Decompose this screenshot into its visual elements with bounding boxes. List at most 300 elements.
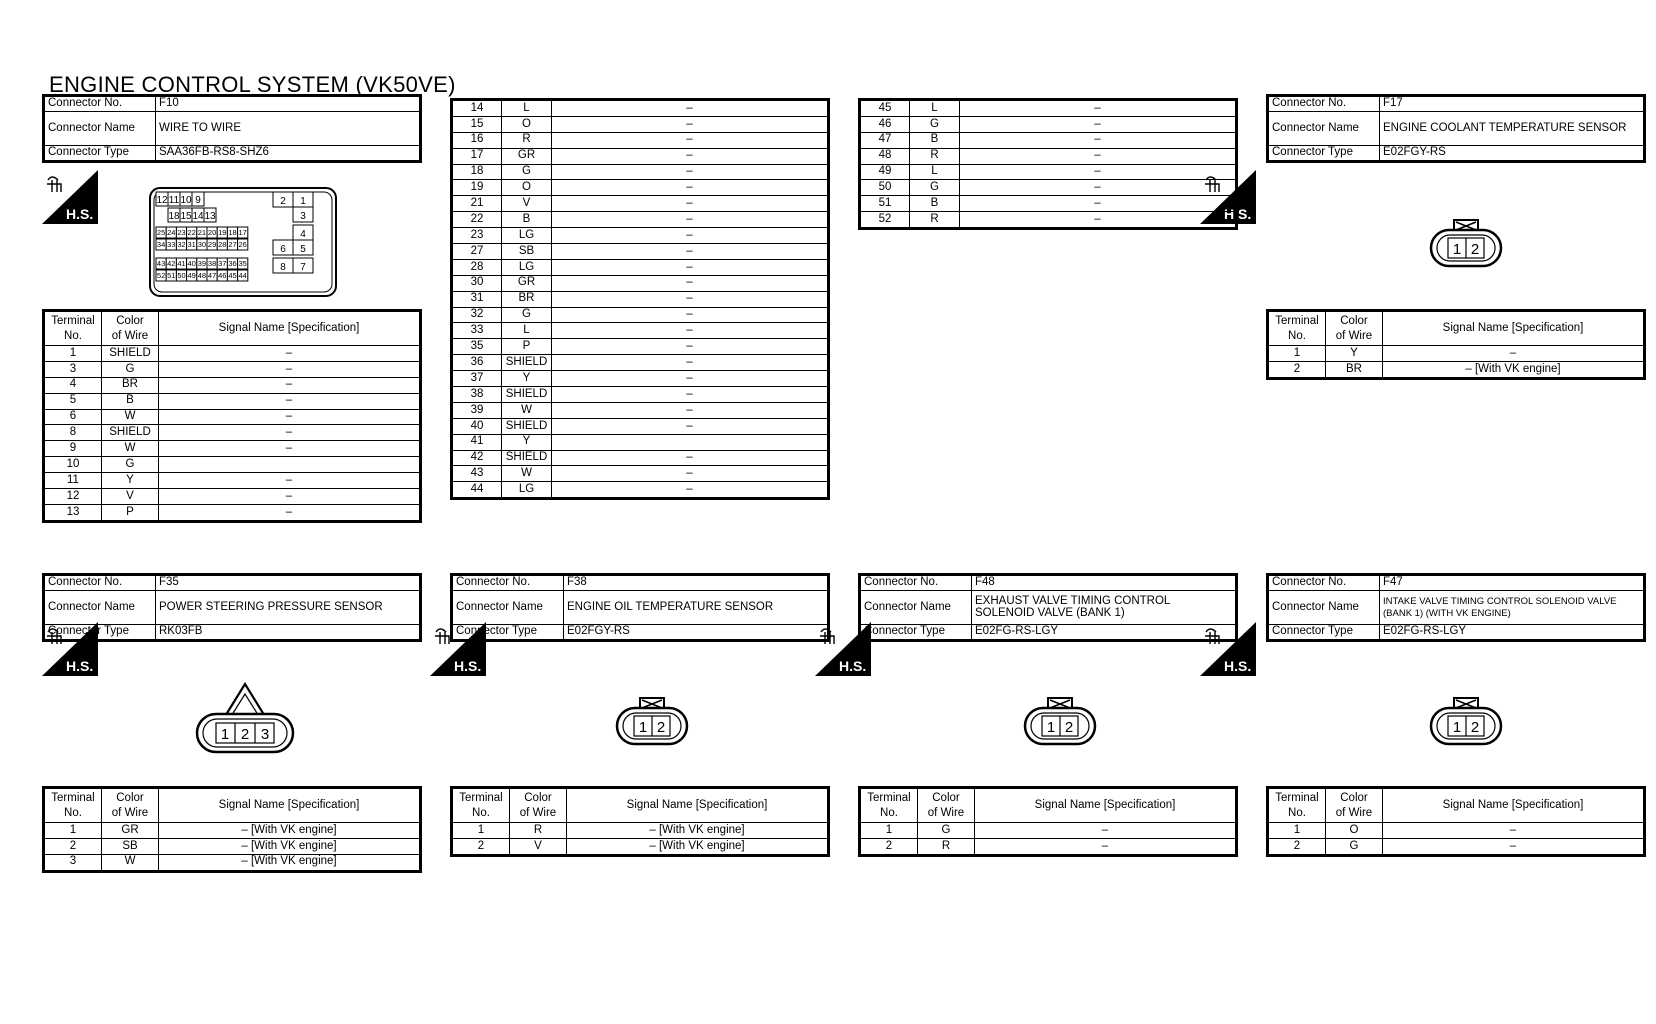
cavity-number: 37: [218, 259, 227, 268]
terminal-row: [44, 457, 421, 473]
wire-color: G: [910, 116, 960, 132]
wire-color: R: [502, 132, 552, 148]
cavity-number: 27: [228, 240, 237, 249]
signal-name: –: [159, 441, 421, 457]
harness-side-icon: [42, 170, 98, 224]
connector-no-value: F47: [1380, 575, 1645, 591]
terminal-row: [452, 371, 829, 387]
wire-color: Y: [502, 434, 552, 450]
terminal-row: [452, 116, 829, 132]
terminal-number: 38: [452, 387, 502, 403]
connector-f10-terminal-table-b: [450, 98, 830, 500]
wire-color: P: [102, 504, 159, 521]
wire-color-header: Color of Wire: [1326, 788, 1383, 823]
wire-color: O: [502, 116, 552, 132]
cavity-number: 6: [280, 244, 286, 255]
signal-name: –: [552, 307, 829, 323]
connector-type-value: RK03FB: [156, 625, 421, 641]
signal-name-header: Signal Name [Specification]: [1383, 788, 1645, 823]
terminal-number: 15: [452, 116, 502, 132]
connector-f10-face-diagram: [148, 186, 338, 298]
terminal-row: [860, 823, 1237, 839]
connector-f48-header: [858, 573, 1238, 642]
terminal-no-header: Terminal No.: [860, 788, 918, 823]
signal-name: –: [960, 196, 1237, 212]
signal-name: –: [159, 489, 421, 505]
terminal-row: [452, 434, 829, 450]
terminal-row: [860, 212, 1237, 229]
connector-name-label: Connector Name: [1268, 112, 1380, 146]
connector-name-label: Connector Name: [44, 591, 156, 625]
terminal-number: 6: [44, 409, 102, 425]
terminal-number: 21: [452, 196, 502, 212]
cavity-number: 42: [167, 259, 176, 268]
signal-name: [159, 457, 421, 473]
pin-2: 2: [1470, 719, 1480, 736]
terminal-row: [452, 482, 829, 499]
connector-f35-face-diagram: [194, 680, 296, 758]
terminal-row: [452, 228, 829, 244]
hs-label: H.S.: [66, 206, 94, 222]
signal-name: –: [960, 164, 1237, 180]
connector-type-label: Connector Type: [452, 625, 564, 641]
signal-name: –: [552, 323, 829, 339]
signal-name: –: [552, 355, 829, 371]
terminal-row: [452, 132, 829, 148]
wire-color: L: [910, 164, 960, 180]
pin-1: 1: [638, 719, 648, 736]
terminal-row: [452, 466, 829, 482]
connector-no-label: Connector No.: [452, 575, 564, 591]
signal-name: –: [552, 275, 829, 291]
terminal-number: 50: [860, 180, 910, 196]
connector-f10-header: [42, 94, 422, 163]
cavity-number: 44: [238, 271, 247, 280]
signal-name: –: [960, 132, 1237, 148]
signal-name: –: [1383, 346, 1645, 362]
terminal-number: 28: [452, 259, 502, 275]
connector-f48-terminal-table: [858, 786, 1238, 857]
connector-name-label: Connector Name: [452, 591, 564, 625]
wire-color: G: [1326, 838, 1383, 855]
terminal-number: 9: [44, 441, 102, 457]
wire-color-header: Color of Wire: [102, 788, 159, 823]
terminal-number: 1: [452, 823, 510, 839]
terminal-row: [44, 489, 421, 505]
cavity-number: 12: [156, 195, 168, 206]
terminal-number: 2: [1268, 361, 1326, 378]
wire-color: V: [502, 196, 552, 212]
connector-name-value: ENGINE OIL TEMPERATURE SENSOR: [564, 591, 829, 625]
terminal-number: 2: [1268, 838, 1326, 855]
signal-name-header: Signal Name [Specification]: [159, 788, 421, 823]
wire-color: G: [502, 164, 552, 180]
wire-color: GR: [502, 148, 552, 164]
connector-name-value: EXHAUST VALVE TIMING CONTROL SOLENOID VALVE (BANK 1): [972, 591, 1237, 625]
terminal-number: 42: [452, 450, 502, 466]
signal-name: – [With VK engine]: [567, 823, 829, 839]
terminal-number: 10: [44, 457, 102, 473]
wire-color: R: [918, 838, 975, 855]
connector-type-label: Connector Type: [44, 146, 156, 162]
cavity-number: 17: [238, 228, 247, 237]
terminal-number: 22: [452, 212, 502, 228]
signal-name: [552, 434, 829, 450]
connector-no-value: F17: [1380, 96, 1645, 112]
terminal-row: [452, 418, 829, 434]
connector-f17-terminal-table: [1266, 309, 1646, 380]
signal-name: –: [960, 148, 1237, 164]
terminal-number: 19: [452, 180, 502, 196]
connector-type-label: Connector Type: [1268, 625, 1380, 641]
terminal-no-header: Terminal No.: [1268, 788, 1326, 823]
connector-name-value: WIRE TO WIRE: [156, 112, 421, 146]
cavity-number: 30: [197, 240, 207, 249]
signal-name-header: Signal Name [Specification]: [159, 311, 421, 346]
wire-color: R: [910, 148, 960, 164]
terminal-number: 18: [452, 164, 502, 180]
signal-name: –: [159, 425, 421, 441]
cavity-number: 50: [177, 271, 186, 280]
wire-color: SHIELD: [502, 355, 552, 371]
connector-no-label: Connector No.: [860, 575, 972, 591]
terminal-row: [44, 425, 421, 441]
wire-color: Y: [502, 371, 552, 387]
cavity-number: 26: [238, 240, 247, 249]
signal-name: –: [552, 180, 829, 196]
terminal-number: 49: [860, 164, 910, 180]
signal-name: –: [1383, 823, 1645, 839]
signal-name: –: [159, 409, 421, 425]
connector-type-label: Connector Type: [860, 625, 972, 641]
wire-color: GR: [502, 275, 552, 291]
connector-name-label: Connector Name: [860, 591, 972, 625]
terminal-row: [452, 196, 829, 212]
wire-color: LG: [502, 228, 552, 244]
connector-name-value: POWER STEERING PRESSURE SENSOR: [156, 591, 421, 625]
pin-1: 1: [1452, 719, 1462, 736]
page-title: ENGINE CONTROL SYSTEM (VK50VE): [49, 72, 456, 97]
connector-no-label: Connector No.: [1268, 96, 1380, 112]
terminal-number: 1: [44, 346, 102, 362]
signal-name: –: [552, 339, 829, 355]
connector-type-value: E02FGY-RS: [1380, 146, 1645, 162]
cavity-number: 51: [167, 271, 176, 280]
cavity-number: 29: [207, 240, 217, 249]
cavity-number: 36: [228, 259, 237, 268]
wire-color: R: [910, 212, 960, 229]
wire-color: L: [910, 100, 960, 117]
signal-name: –: [552, 164, 829, 180]
connector-no-label: Connector No.: [44, 575, 156, 591]
connector-no-label: Connector No.: [1268, 575, 1380, 591]
terminal-number: 41: [452, 434, 502, 450]
wire-color: BR: [502, 291, 552, 307]
wire-color: W: [102, 854, 159, 871]
terminal-no-header: Terminal No.: [44, 311, 102, 346]
terminal-row: [452, 387, 829, 403]
pin-2: 2: [1470, 241, 1480, 258]
signal-name: –: [552, 371, 829, 387]
terminal-number: 45: [860, 100, 910, 117]
connector-no-value: F38: [564, 575, 829, 591]
cavity-number: 11: [168, 195, 180, 206]
connector-no-value: F48: [972, 575, 1237, 591]
terminal-number: 40: [452, 418, 502, 434]
signal-name: –: [552, 482, 829, 499]
terminal-number: 36: [452, 355, 502, 371]
cavity-number: 45: [228, 271, 237, 280]
wire-color: BR: [1326, 361, 1383, 378]
signal-name: –: [552, 450, 829, 466]
signal-name-header: Signal Name [Specification]: [1383, 311, 1645, 346]
terminal-row: [44, 504, 421, 521]
signal-name: – [With VK engine]: [159, 838, 421, 854]
connector-f10-terminal-table-a: [42, 309, 422, 523]
terminal-row: [860, 838, 1237, 855]
terminal-number: 14: [452, 100, 502, 117]
wire-color: W: [102, 441, 159, 457]
terminal-number: 52: [860, 212, 910, 229]
terminal-number: 12: [44, 489, 102, 505]
wire-color-header: Color of Wire: [510, 788, 567, 823]
wire-color: V: [102, 489, 159, 505]
pin-2: 2: [656, 719, 666, 736]
wire-color: B: [910, 196, 960, 212]
signal-name: –: [552, 100, 829, 117]
terminal-number: 47: [860, 132, 910, 148]
signal-name-header: Signal Name [Specification]: [567, 788, 829, 823]
hs-label: H.S.: [454, 658, 482, 674]
wire-color: O: [502, 180, 552, 196]
connector-f10-terminal-table-c: [858, 98, 1238, 230]
terminal-number: 23: [452, 228, 502, 244]
terminal-row: [452, 355, 829, 371]
wire-color: SHIELD: [502, 418, 552, 434]
terminal-row: [44, 346, 421, 362]
wire-color: SB: [502, 244, 552, 260]
terminal-number: 33: [452, 323, 502, 339]
terminal-number: 27: [452, 244, 502, 260]
cavity-number: 32: [177, 240, 186, 249]
wire-color: LG: [502, 482, 552, 499]
terminal-number: 51: [860, 196, 910, 212]
terminal-row: [452, 180, 829, 196]
terminal-number: 1: [860, 823, 918, 839]
terminal-number: 11: [44, 473, 102, 489]
wire-color: SHIELD: [102, 425, 159, 441]
wire-color: SB: [102, 838, 159, 854]
signal-name: –: [159, 346, 421, 362]
cavity-number: 33: [167, 240, 176, 249]
signal-name: –: [552, 132, 829, 148]
terminal-row: [1268, 823, 1645, 839]
terminal-no-header: Terminal No.: [1268, 311, 1326, 346]
wire-color: V: [510, 838, 567, 855]
connector-f48-face-diagram: [1022, 696, 1098, 748]
signal-name: –: [552, 196, 829, 212]
cavity-number: 18: [168, 211, 180, 222]
terminal-row: [44, 377, 421, 393]
wire-color: BR: [102, 377, 159, 393]
signal-name: –: [552, 244, 829, 260]
connector-no-value: F10: [156, 96, 421, 112]
cavity-number: 18: [228, 228, 237, 237]
wire-color: G: [502, 307, 552, 323]
hs-label: H.S.: [66, 658, 94, 674]
pin-3: 3: [260, 726, 270, 743]
terminal-number: 8: [44, 425, 102, 441]
terminal-row: [452, 339, 829, 355]
terminal-row: [452, 212, 829, 228]
terminal-row: [452, 450, 829, 466]
cavity-number: 20: [207, 228, 217, 237]
connector-f17-face-diagram: [1428, 218, 1504, 270]
terminal-no-header: Terminal No.: [44, 788, 102, 823]
signal-name: –: [159, 504, 421, 521]
connector-f47-terminal-table: [1266, 786, 1646, 857]
wire-color: B: [502, 212, 552, 228]
terminal-row: [44, 473, 421, 489]
pin-2: 2: [240, 726, 250, 743]
terminal-row: [452, 307, 829, 323]
cavity-number: 3: [300, 211, 306, 222]
signal-name: –: [552, 259, 829, 275]
cavity-number: 34: [156, 240, 166, 249]
connector-type-value: SAA36FB-RS8-SHZ6: [156, 146, 421, 162]
signal-name: –: [552, 402, 829, 418]
terminal-row: [1268, 361, 1645, 378]
wire-color: G: [102, 457, 159, 473]
cavity-number: 4: [300, 229, 306, 240]
terminal-row: [44, 409, 421, 425]
signal-name: –: [552, 418, 829, 434]
signal-name: –: [552, 466, 829, 482]
signal-name: – [With VK engine]: [159, 854, 421, 871]
cavity-number: 13: [204, 211, 216, 222]
terminal-number: 5: [44, 393, 102, 409]
terminal-row: [452, 402, 829, 418]
signal-name: – [With VK engine]: [567, 838, 829, 855]
wire-color: B: [910, 132, 960, 148]
terminal-row: [1268, 346, 1645, 362]
pin-1: 1: [1046, 719, 1056, 736]
connector-f47-header: [1266, 573, 1646, 642]
connector-f35-terminal-table: [42, 786, 422, 873]
wire-color: G: [918, 823, 975, 839]
signal-name: –: [1383, 838, 1645, 855]
cavity-number: 35: [238, 259, 247, 268]
terminal-row: [44, 361, 421, 377]
terminal-number: 1: [1268, 346, 1326, 362]
signal-name: –: [975, 838, 1237, 855]
terminal-row: [44, 823, 421, 839]
terminal-number: 44: [452, 482, 502, 499]
cavity-number: 24: [167, 228, 176, 237]
signal-name: – [With VK engine]: [159, 823, 421, 839]
signal-name: –: [552, 228, 829, 244]
signal-name: –: [552, 212, 829, 228]
connector-f47-face-diagram: [1428, 696, 1504, 748]
terminal-row: [452, 244, 829, 260]
hs-label: H.S.: [1224, 206, 1252, 222]
wire-color-header: Color of Wire: [102, 311, 159, 346]
terminal-row: [452, 148, 829, 164]
connector-type-value: E02FGY-RS: [564, 625, 829, 641]
hs-label: H.S.: [839, 658, 867, 674]
wire-color: G: [910, 180, 960, 196]
signal-name: –: [159, 473, 421, 489]
terminal-row: [44, 393, 421, 409]
cavity-number: 52: [156, 271, 166, 280]
wire-color-header: Color of Wire: [918, 788, 975, 823]
terminal-row: [860, 148, 1237, 164]
wire-color: SHIELD: [502, 387, 552, 403]
signal-name: –: [159, 361, 421, 377]
signal-name: –: [159, 393, 421, 409]
cavity-number: 23: [177, 228, 186, 237]
wire-color: SHIELD: [502, 450, 552, 466]
wire-color: L: [502, 100, 552, 117]
connector-name-value: INTAKE VALVE TIMING CONTROL SOLENOID VALVE (BANK 1) (WITH VK ENGINE): [1380, 591, 1645, 625]
terminal-row: [452, 823, 829, 839]
wire-color-header: Color of Wire: [1326, 311, 1383, 346]
terminal-row: [452, 323, 829, 339]
hs-label: H.S.: [1224, 658, 1252, 674]
terminal-number: 32: [452, 307, 502, 323]
cavity-number: 1: [300, 196, 306, 207]
signal-name: –: [552, 387, 829, 403]
connector-f38-face-diagram: [614, 696, 690, 748]
signal-name: –: [960, 212, 1237, 229]
wire-color: O: [1326, 823, 1383, 839]
cavity-number: 21: [197, 228, 207, 237]
terminal-row: [452, 100, 829, 117]
terminal-row: [860, 164, 1237, 180]
cavity-number: 9: [195, 195, 201, 206]
terminal-row: [452, 291, 829, 307]
connector-no-label: Connector No.: [44, 96, 156, 112]
terminal-number: 3: [44, 854, 102, 871]
connector-type-value: E02FG-RS-LGY: [1380, 625, 1645, 641]
wire-color: W: [502, 466, 552, 482]
terminal-number: 17: [452, 148, 502, 164]
connector-type-label: Connector Type: [1268, 146, 1380, 162]
terminal-row: [452, 838, 829, 855]
wire-color: P: [502, 339, 552, 355]
signal-name: –: [159, 377, 421, 393]
terminal-row: [860, 196, 1237, 212]
connector-f38-terminal-table: [450, 786, 830, 857]
cavity-number: 15: [180, 211, 192, 222]
cavity-number: 38: [207, 259, 217, 268]
cavity-number: 7: [300, 262, 306, 273]
wire-color: W: [502, 402, 552, 418]
terminal-number: 39: [452, 402, 502, 418]
wire-color: R: [510, 823, 567, 839]
signal-name: – [With VK engine]: [1383, 361, 1645, 378]
wire-color: Y: [1326, 346, 1383, 362]
cavity-number: 46: [218, 271, 227, 280]
connector-name-label: Connector Name: [44, 112, 156, 146]
terminal-row: [452, 275, 829, 291]
terminal-number: 2: [44, 838, 102, 854]
terminal-row: [1268, 838, 1645, 855]
connector-name-label: Connector Name: [1268, 591, 1380, 625]
wire-color: SHIELD: [102, 346, 159, 362]
cavity-number: 25: [156, 228, 166, 237]
terminal-number: 46: [860, 116, 910, 132]
